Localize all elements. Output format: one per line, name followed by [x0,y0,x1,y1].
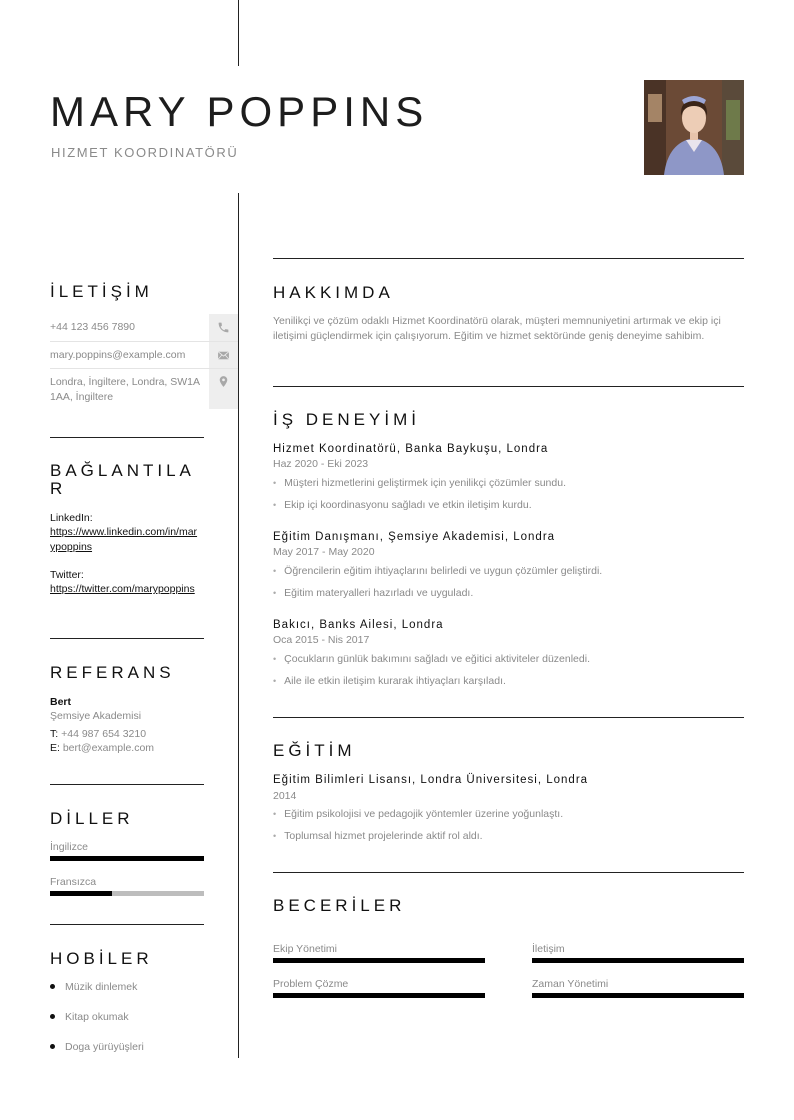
education-degree: Eğitim Bilimleri Lisansı, Londra Üniversitesi, Londra [273,774,589,786]
education-year: 2014 [273,790,297,802]
divider [50,784,204,785]
links-section-title: BAĞLANTILA R [50,461,194,498]
phone-icon [209,314,238,341]
language-label: İngilizce [50,841,88,853]
job-date: May 2017 - May 2020 [273,546,375,558]
reference-phone[interactable]: +44 987 654 3210 [61,728,147,740]
skill-level-fill [532,993,744,998]
location-pin-icon [209,369,238,409]
references-section-title: REFERANS [50,663,175,682]
linkedin-link[interactable]: https://www.linkedin.com/in/marypoppins [50,526,198,553]
job-bullet: • Ekip içi koordinasyonu sağladı ve etkin iletişim kurdu. [273,499,532,511]
bullet-dot-icon [50,1014,55,1019]
reference-org: Şemsiye Akademisi [50,710,142,722]
experience-section-title: İŞ DENEYİMİ [273,410,420,429]
skill-level-fill [273,993,485,998]
job-bullet: • Eğitim materyalleri hazırladı ve uyguladı. [273,587,474,599]
reference-phone-label: T: [50,728,59,740]
job-title: Bakıcı, Banks Ailesi, Londra [273,619,444,631]
hobby-item: Müzik dinlemek [50,981,137,993]
skill-level-fill [532,958,744,963]
hobby-item: Kitap okumak [50,1011,129,1023]
language-label: Fransızca [50,876,97,888]
job-date: Haz 2020 - Eki 2023 [273,458,369,470]
education-section-title: EĞİTİM [273,741,356,760]
education-bullet: • Eğitim psikolojisi ve pedagojik yöntemler üzerine yoğunlaştı. [273,808,564,820]
language-level-bar [50,856,204,861]
skill-level-bar [273,993,485,998]
divider [50,924,204,925]
candidate-name: MARY POPPINS [50,88,429,135]
divider [50,437,204,438]
twitter-link[interactable]: https://twitter.com/marypoppins [50,583,195,595]
about-text: Yenilikçi ve çözüm odaklı Hizmet Koordinatörü olarak, müşteri memnuniyetini artırmak ve ekip içi iletişimi güçlendirmek için çalışıyorum. Eğitim ve hizmet sektöründe geniş deneyime sahibim. [273,315,721,342]
contact-section-title: İLETİŞİM [50,282,153,301]
header-divider-line [238,0,239,66]
hobby-item: Doga yürüyüşleri [50,1041,144,1053]
job-bullet: • Aile ile etkin iletişim kurarak ihtiyaçları karşıladı. [273,675,506,687]
bullet-dot-icon [50,984,55,989]
about-section-title: HAKKIMDA [273,283,394,302]
reference-name: Bert [50,696,72,708]
language-level-bar [50,891,204,896]
profile-photo [644,80,744,175]
skills-section-title: BECERİLER [273,896,406,915]
twitter-label: Twitter: [50,569,84,581]
skill-label: Problem Çözme [273,978,349,990]
skill-label: Ekip Yönetimi [273,943,338,955]
skill-level-bar [532,958,744,963]
hobbies-section-title: HOBİLER [50,949,153,968]
bullet-dot-icon [50,1044,55,1049]
language-level-fill [50,856,204,861]
divider [50,638,204,639]
skill-label: Zaman Yönetimi [532,978,609,990]
column-divider-line [238,193,239,1058]
contact-address: Londra, İngiltere, Londra, SW1A 1AA, İngiltere [50,376,200,403]
divider [273,717,744,718]
divider [273,386,744,387]
candidate-role: HIZMET KOORDINATÖRÜ [51,145,239,160]
linkedin-label: LinkedIn: [50,512,93,524]
languages-section-title: DİLLER [50,809,134,828]
reference-email-label: E: [50,742,60,754]
job-bullet: • Öğrencilerin eğitim ihtiyaçlarını belirledi ve uygun çözümler geliştirdi. [273,565,603,577]
education-bullet: • Toplumsal hizmet projelerinde aktif rol aldı. [273,830,483,842]
skill-level-fill [273,958,485,963]
skill-level-bar [532,993,744,998]
job-bullet: • Müşteri hizmetlerini geliştirmek için yenilikçi çözümler sundu. [273,477,566,489]
job-bullet: • Çocukların günlük bakımını sağladı ve eğitici aktiviteler düzenledi. [273,653,590,665]
contact-address-row [50,369,238,409]
envelope-icon [209,342,238,368]
reference-phone-row [50,727,146,742]
divider [273,258,744,259]
job-date: Oca 2015 - Nis 2017 [273,634,370,646]
contact-phone[interactable]: +44 123 456 7890 [50,321,135,333]
skill-label: İletişim [532,943,565,955]
contact-phone-row [50,314,238,342]
contact-email[interactable]: mary.poppins@example.com [50,349,186,361]
reference-email[interactable]: bert@example.com [62,742,155,754]
language-level-fill [50,891,112,896]
skill-level-bar [273,958,485,963]
contact-email-row [50,342,238,369]
job-title: Eğitim Danışmanı, Şemsiye Akademisi, Londra [273,531,556,543]
reference-email-row [50,741,154,756]
divider [273,872,744,873]
job-title: Hizmet Koordinatörü, Banka Baykuşu, Londra [273,443,549,455]
